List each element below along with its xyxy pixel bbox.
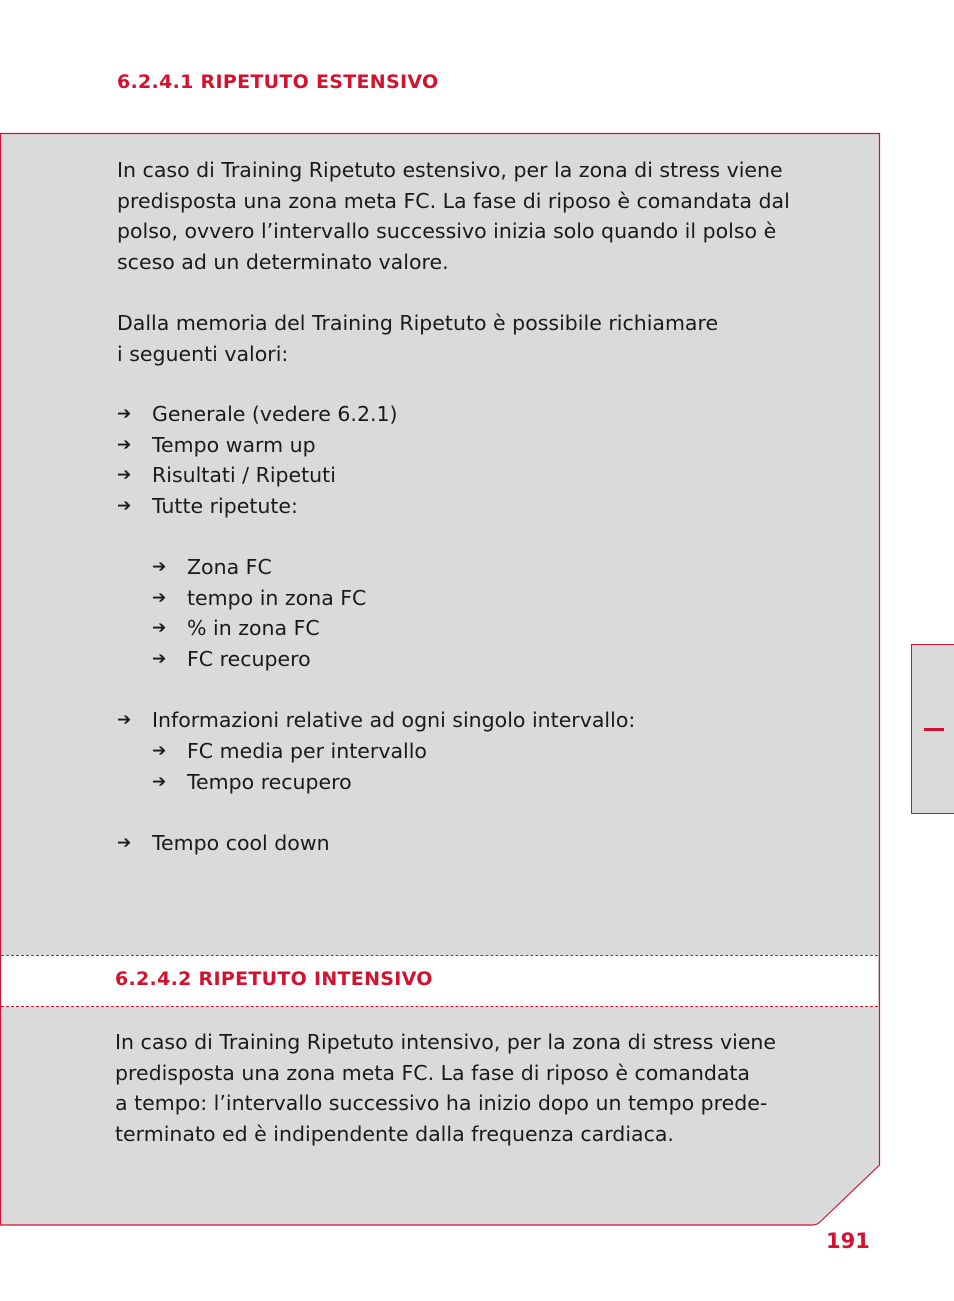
arrow-right-icon: ➔: [117, 710, 132, 730]
arrow-right-icon: ➔: [117, 404, 132, 424]
arrow-right-icon: ➔: [152, 648, 167, 669]
memory-paragraph: Dalla memoria del Training Ripetuto è possibile richiamare i seguenti valori:: [117, 311, 719, 366]
repetitions-sublist: [152, 552, 366, 674]
arrow-right-icon: ➔: [152, 771, 167, 792]
arrow-right-icon: ➔: [152, 587, 167, 608]
estensivo-intro-paragraph: In caso di Training Ripetuto estensivo, per la zona di stress viene predisposta una zona meta FC. La fase di riposo è comandata dal polso, ovvero l’intervallo successivo inizia solo quando il polso è sceso ad un determinato valore.: [117, 158, 790, 274]
arrow-right-icon: ➔: [152, 557, 167, 577]
list-item: ➔ Tempo cool down: [117, 828, 330, 859]
section-heading-intensivo: 6.2.4.2 RIPETUTO INTENSIVO: [115, 968, 433, 990]
interval-info-sublist: [152, 736, 427, 797]
arrow-right-icon: ➔: [117, 495, 132, 516]
list-item: ➔ Tutte ripetute:: [117, 491, 398, 522]
list-item: ➔ Tempo recupero: [152, 767, 427, 798]
list-item: ➔ Generale (vedere 6.2.1): [117, 399, 398, 430]
list-item: ➔ Informazioni relative ad ogni singolo intervallo:: [117, 705, 635, 736]
list-item: ➔ FC media per intervallo: [152, 736, 427, 767]
list-item: ➔ Tempo warm up: [117, 430, 398, 461]
chapter-tab-mark: [924, 728, 944, 731]
chapter-tab: [911, 644, 954, 814]
arrow-right-icon: ➔: [117, 434, 132, 455]
values-list: [117, 399, 398, 521]
list-item: ➔ Risultati / Ripetuti: [117, 460, 398, 491]
arrow-right-icon: ➔: [117, 833, 132, 853]
list-item: ➔ FC recupero: [152, 644, 366, 675]
cooldown-list: [117, 828, 330, 859]
intensivo-paragraph: In caso di Training Ripetuto intensivo, per la zona di stress viene predisposta una zona meta FC. La fase di riposo è comandata a tempo: l’intervallo successivo ha inizio dopo un tempo prede- terminato ed è indipendente dalla frequenza cardiaca.: [115, 1030, 777, 1146]
list-item: ➔ % in zona FC: [152, 613, 366, 644]
page-number: 191: [826, 1229, 870, 1253]
arrow-right-icon: ➔: [117, 465, 132, 486]
list-item: ➔ tempo in zona FC: [152, 583, 366, 614]
interval-info-list: [117, 705, 635, 736]
arrow-right-icon: ➔: [152, 741, 167, 761]
list-item: ➔ Zona FC: [152, 552, 366, 583]
arrow-right-icon: ➔: [152, 618, 167, 639]
section-heading-estensivo: 6.2.4.1 RIPETUTO ESTENSIVO: [117, 71, 439, 93]
